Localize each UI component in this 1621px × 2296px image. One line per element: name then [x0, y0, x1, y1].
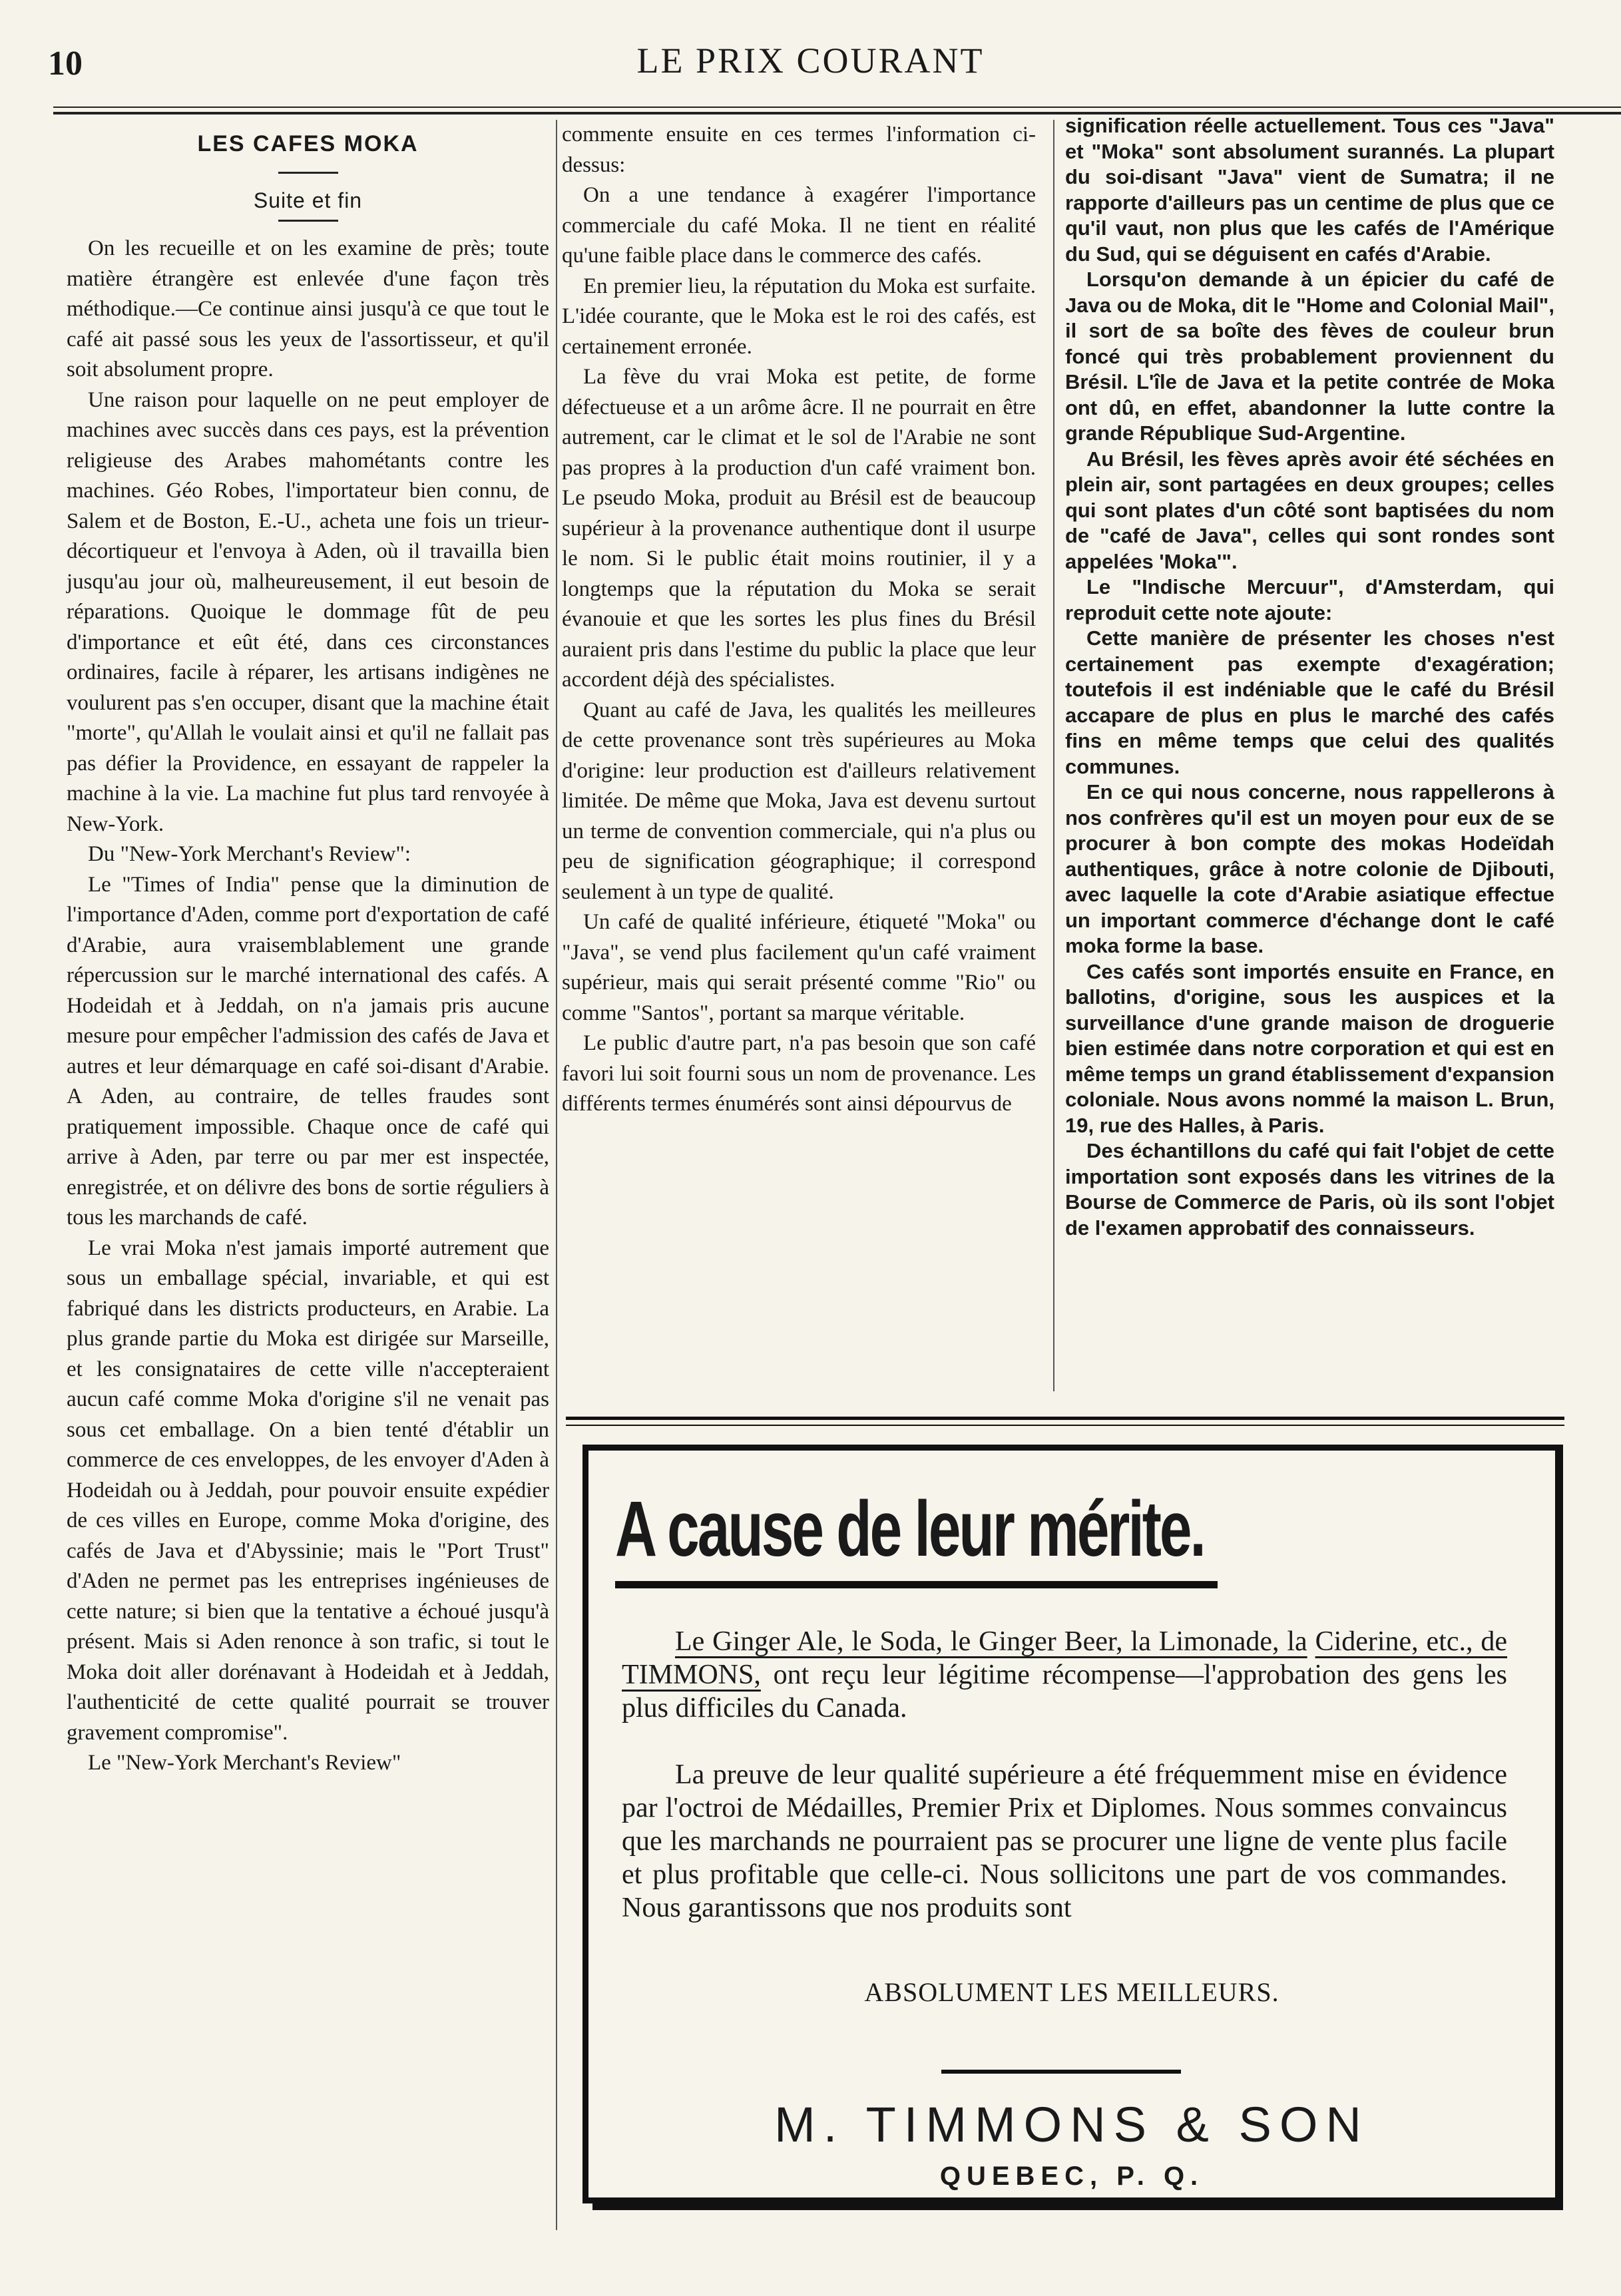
paragraph: Quant au café de Java, les qualités les meilleures de cette provenance sont très supérieures au Moka d'origine: leur production est d'ailleurs relativement limitée. De même que Moka, Java est devenu surtout un terme de convention commerciale, qui n'a plus ou peu de signification géographique; il correspond seulement à un type de qualité.	[562, 698, 1036, 904]
ad-middle-rule	[941, 2070, 1181, 2074]
paragraph: Du "New-York Merchant's Review":	[88, 842, 411, 866]
paragraph: Le public d'autre part, n'a pas besoin que son café favori lui soit fourni sous un nom de provenance. Les différents termes énumérés sont ainsi dépourvus de	[562, 1031, 1036, 1116]
ad-separator-rule-thin	[566, 1425, 1564, 1426]
ad-tagline: ABSOLUMENT LES MEILLEURS.	[864, 1977, 1279, 2007]
ad-headline-rule	[615, 1581, 1218, 1588]
column-rule-2	[1053, 120, 1054, 1391]
paragraph: En premier lieu, la réputation du Moka est surfaite. L'idée courante, que le Moka est le roi des cafés, est certainement erronée.	[562, 274, 1036, 359]
page-number: 10	[48, 45, 83, 83]
paragraph: On a une tendance à exagérer l'importance commerciale du café Moka. Il ne tient en réalité qu'une faible place dans le commerce des cafés.	[562, 183, 1036, 268]
article-subtitle: Suite et fin	[253, 188, 363, 212]
article-column-3	[1065, 113, 1554, 1241]
ad-separator-rule	[566, 1417, 1564, 1420]
paragraph: La fève du vrai Moka est petite, de forme défectueuse et a un arôme âcre. Il ne pourrait en être autrement, car le climat et le sol de l'Arabie ne sont pas propres à la production d'un café vraiment bon. Le pseudo Moka, produit au Brésil est de beaucoup supérieur à la provenance authentique dont il usurpe le nom. Si le public était moins routinier, il y a longtemps que la réputation du Moka se serait évanouie et que les sortes les plus fines du Brésil auraient pris dans l'estime du public la place que leur accordent déjà des spécialistes.	[562, 365, 1036, 692]
article-column-1	[67, 120, 549, 1779]
ad-paragraph-1	[622, 1625, 1507, 1725]
subtitle-rule	[278, 220, 338, 222]
paragraph: On les recueille et on les examine de près; toute matière étrangère est enlevée d'une façon très méthodique.—Ce continue ainsi jusqu'à ce que tout le café ait passé sous les yeux de l'assortisseur, et qu'il soit absolument propre.	[67, 236, 549, 381]
paragraph: Au Brésil, les fèves après avoir été séchées en plein air, sont partagées en deux groupes; celles qui sont plates d'un côté sont baptisées du nom de "café de Java", celles qui sont rondes sont appelées 'Moka'".	[1065, 447, 1554, 573]
title-rule	[278, 172, 338, 174]
ad-paragraph-2	[622, 1758, 1507, 1925]
column-rule-1	[556, 120, 557, 2230]
running-head: LE PRIX COURANT	[636, 41, 985, 81]
paragraph: Le "Times of India" pense que la diminution de l'importance d'Aden, comme port d'exportation de café d'Arabie, aura vraisemblablement une grande répercussion sur le marché international des cafés. A Hodeidah et à Jeddah, on n'a jamais pris aucune mesure pour empêcher l'admission des cafés de Java et autres et leur démarquage en café soi-disant d'Arabie. A Aden, au contraire, de telles fraudes sont pratiquement impossible. Chaque once de café qui arrive à Aden, par terre ou par mer est inspectée, enregistrée, et on délivre des bons de sortie réguliers à tous les marchands de café.	[67, 872, 549, 1230]
paragraph: Ces cafés sont importés ensuite en France, en ballotins, d'origine, sous les auspices et la surveillance d'une grande maison de droguerie bien estimée dans notre corporation et qui est en même temps un grand établissement d'expansion coloniale. Nous avons nommé la maison L. Brun, 19, rue des Halles, à Paris.	[1065, 959, 1554, 1137]
ad-headline: A cause de leur mérite.	[615, 1485, 1204, 1573]
ad-products-line-2: Ciderine, etc., de TIMMONS,	[622, 1626, 1508, 1690]
paragraph: signification réelle actuellement. Tous ces "Java" et "Moka" sont absolument surannés. La plupart du soi-disant "Java" vient de Sumatra; il ne rapporte d'ailleurs pas un centime de plus que ce qu'il vaut, non plus que les cafés de l'Amérique du Sud, qui se déguisent en cafés d'Arabie.	[1065, 114, 1554, 266]
ad-products-line-1: Le Ginger Ale, le Soda, le Ginger Beer, la Limonade, la	[675, 1626, 1307, 1657]
article-column-2	[562, 120, 1036, 1120]
ad-city: QUEBEC, P. Q.	[939, 2162, 1204, 2191]
article-title: LES CAFES MOKA	[197, 131, 419, 156]
paragraph: Le "Indische Mercuur", d'Amsterdam, qui reproduit cette note ajoute:	[1065, 575, 1554, 624]
advertisement	[582, 1445, 1561, 2203]
paragraph: commente ensuite en ces termes l'information ci-dessus:	[562, 122, 1036, 177]
paragraph: Cette manière de présenter les choses n'est certainement pas exempte d'exagération; toutefois il est indéniable que le café du Brésil accapare de plus en plus le marché des cafés fins en même temps que celui des qualités communes.	[1065, 626, 1554, 778]
header-rule	[53, 107, 1621, 108]
ad-firm-name: M. TIMMONS & SON	[774, 2097, 1369, 2152]
paragraph: Des échantillons du café qui fait l'objet de cette importation sont exposés dans les vitrines de la Bourse de Commerce de Paris, où ils sont l'objet de l'examen approbatif des connaisseurs.	[1065, 1139, 1554, 1240]
paragraph: Le vrai Moka n'est jamais importé autrement que sous un emballage spécial, invariable, et qui est fabriqué dans les districts producteurs, en Arabie. La plus grande partie du Moka est dirigée sur Marseille, et les consignataires de cette ville n'accepteraient aucun café comme Moka d'origine s'il ne venait pas sous cet emballage. On a bien tenté d'établir un commerce de ces enveloppes, de les envoyer d'Aden à Hodeidah ou à Jeddah, pour pouvoir ensuite expédier de ces villes en Europe, comme Moka d'origine, des cafés de Java et d'Abyssinie; mais le "Port Trust" d'Aden ne permet pas les entreprises ingénieuses de cette nature; si bien que la tentative a échoué jusqu'à présent. Mais si Aden renonce à son trafic, si tout le Moka doit aller dorénavant à Hodeidah et à Jeddah, l'authenticité de cette qualité pourrait se trouver gravement compromise".	[67, 1236, 549, 1745]
paragraph: Le "New-York Merchant's Review"	[88, 1751, 401, 1775]
paragraph: Lorsqu'on demande à un épicier du café de Java ou de Moka, dit le "Home and Colonial Mail", il sort de sa boîte des fèves de couleur brun foncé qui très probablement proviennent du Brésil. L'île de Java et la petite contrée de Moka ont dû, en effet, abandonner la lutte contre la grande République Sud-Argentine.	[1065, 268, 1554, 445]
paragraph: En ce qui nous concerne, nous rappellerons à nos confrères qu'il est un moyen pour eux de se procurer à bon compte des mokas Hodeïdah authentiques, grâce à notre colonie de Djibouti, avec laquelle la cote d'Arabie asiatique effectue un important commerce d'échange dont le café moka forme la base.	[1065, 780, 1554, 957]
ad-paragraph-2-text: La preuve de leur qualité supérieure a été fréquemment mise en évidence par l'octroi de Médailles, Premier Prix et Diplomes. Nous sommes convaincus que les marchands ne pourraient pas se procurer une ligne de vente plus facile et plus profitable que celle-ci. Nous sollicitons une part de vos commandes. Nous garantissons que nos produits sont	[622, 1759, 1507, 1923]
paragraph: Une raison pour laquelle on ne peut employer de machines avec succès dans ces pays, est la prévention religieuse des Arabes mahométants contre les machines. Géo Robes, l'importateur bien connu, de Salem et de Boston, E.-U., acheta une fois un trieur-décortiqueur et l'envoya à Aden, où il travailla bien jusqu'au jour où, malheureusement, il eut besoin de réparations. Quoique le dommage fût de peu d'importance et eût été, dans ces circonstances ordinaires, facile à réparer, les artisans indigènes ne voulurent pas s'en occuper, disant que la machine était "morte", qu'Allah le voulait ainsi et qu'il ne fallait pas pas défier la Providence, en essayant de rappeler la machine à la vie. La machine fut plus tard renvoyée à New-York.	[67, 387, 549, 836]
paragraph: Un café de qualité inférieure, étiqueté "Moka" ou "Java", se vend plus facilement qu'un café vraiment supérieur, mais qui serait présenté comme "Rio" ou comme "Santos", portant sa marque véritable.	[562, 910, 1036, 1025]
ad-paragraph-1-rest: ont reçu leur légitime récompense—l'approbation des gens les plus difficiles du Canada.	[622, 1660, 1507, 1723]
